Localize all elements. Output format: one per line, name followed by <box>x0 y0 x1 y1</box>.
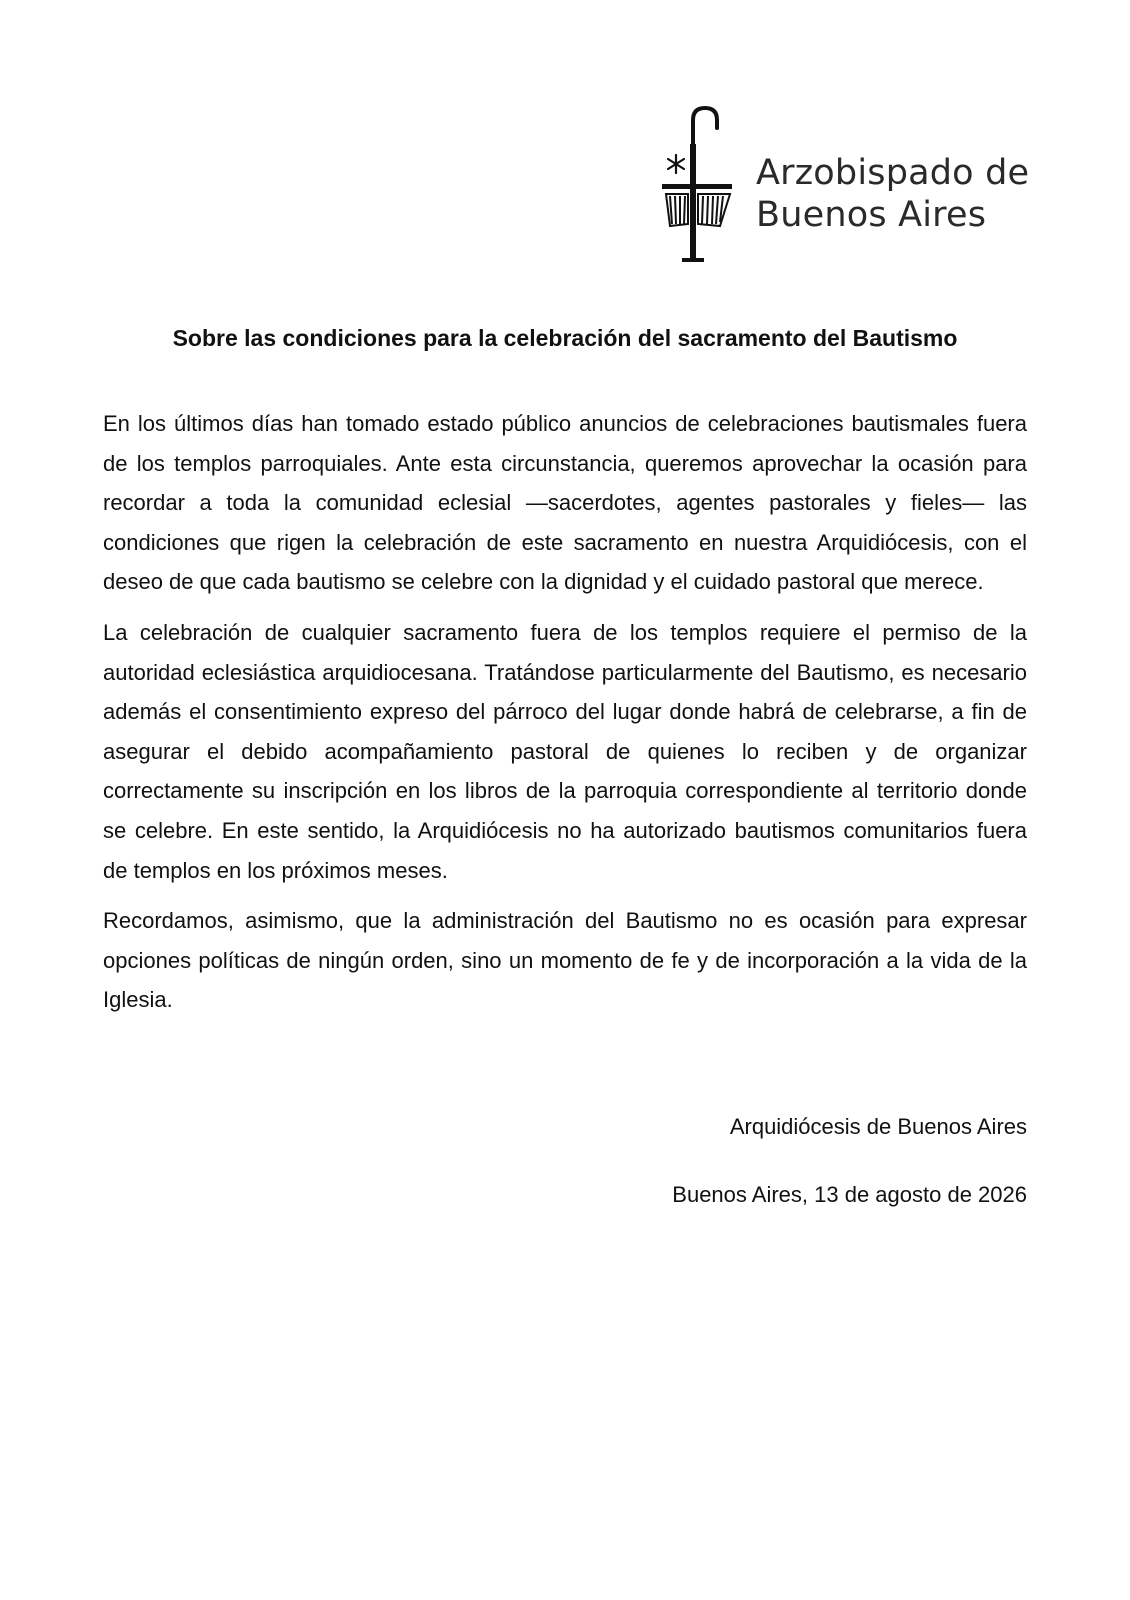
paragraph-1: En los últimos días han tomado estado público anuncios de celebraciones bautismales fuera de los templos parroquiales. Ante esta circunstancia, queremos aprovechar la ocasión para recordar a toda la comunidad eclesial —sacerdotes, agentes pastorales y fieles— las condiciones que rigen la celebración de este sacramento en nuestra Arquidiócesis, con el deseo de que cada bautismo se celebre con la dignidad y el cuidado pastoral que merece. <box>103 411 1027 595</box>
signature: Arquidiócesis de Buenos Aires <box>729 1114 1027 1139</box>
paragraph-2: La celebración de cualquier sacramento fuera de los templos requiere el permiso de la autoridad eclesiástica arquidiocesana. Tratándose particularmente del Bautismo, es necesario además el consentimiento expreso del párroco del lugar donde habrá de celebrarse, a fin de asegurar el debido acompañamiento pastoral de quienes lo reciben y de organizar correctamente su inscripción en los libros de la parroquia correspondiente al territorio donde se celebre. En este sentido, la Arquidiócesis no ha autorizado bautismos comunitarios fuera de templos en los próximos meses. <box>103 619 1027 883</box>
archdiocese-logo <box>660 106 1030 270</box>
crozier-cross-icon <box>660 106 750 270</box>
logo-line-1: Arzobispado de <box>756 153 1030 193</box>
logo-wordmark <box>756 152 1029 236</box>
logo-line-2: Buenos Aires <box>756 195 987 235</box>
document-body <box>103 404 1027 1031</box>
place-date: Buenos Aires, 13 de agosto de 2026 <box>672 1182 1027 1207</box>
document-title: Sobre las condiciones para la celebración del sacramento del Bautismo <box>172 325 958 351</box>
paragraph-3: Recordamos, asimismo, que la administración del Bautismo no es ocasión para expresar opciones políticas de ningún orden, sino un momento de fe y de incorporación a la vida de la Iglesia. <box>103 908 1027 1013</box>
